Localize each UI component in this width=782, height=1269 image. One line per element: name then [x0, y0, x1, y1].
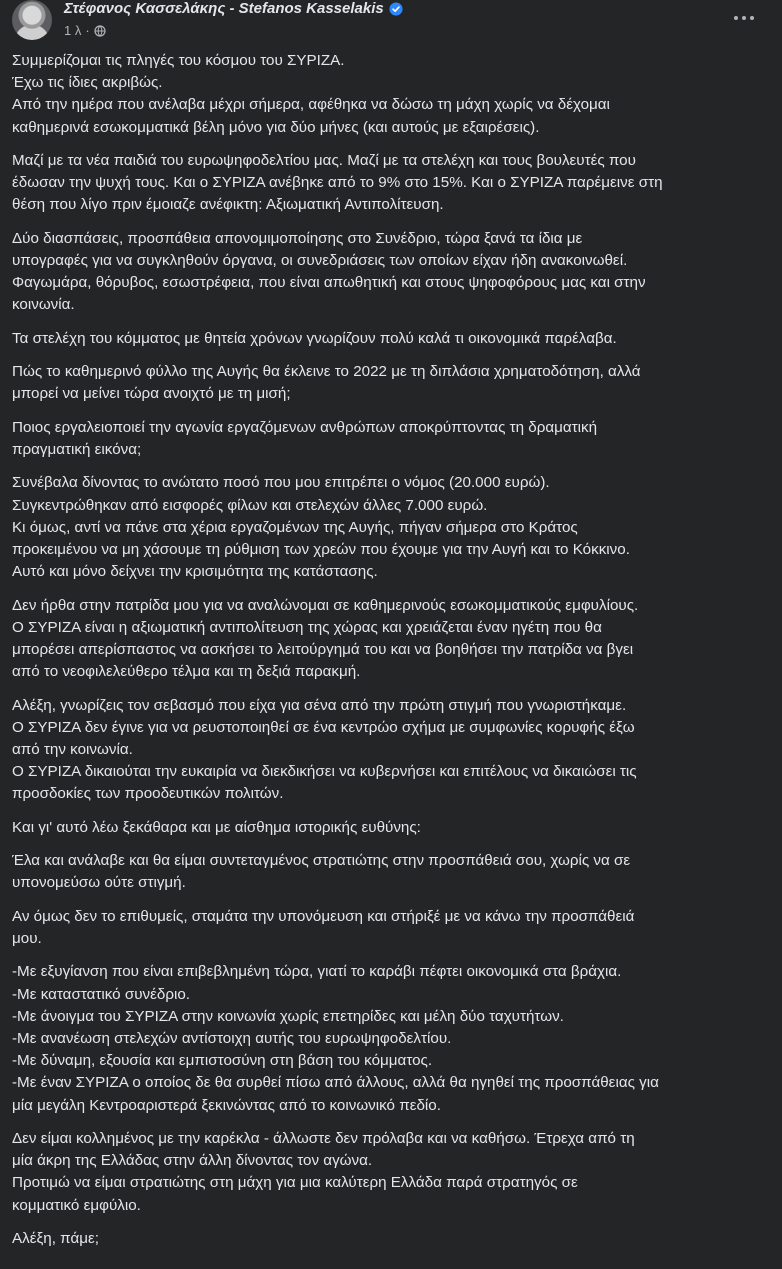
post-text-line: -Με έναν ΣΥΡΙΖΑ ο οποίος δε θα συρθεί πίσω από άλλους, αλλά θα ηγηθεί της προσπάθειας για [12, 1074, 659, 1092]
post-text-line: Έλα και ανάλαβε και θα είμαι συντεταγμένος στρατιώτης στην προσπάθειά σου, χωρίς να σε [12, 852, 631, 870]
post-text-line: Ο ΣΥΡΙΖΑ είναι η αξιωματική αντιπολίτευση της χώρας και χρειάζεται έναν ηγέτη που θα [12, 618, 602, 636]
post-text-line: -Με ανανέωση στελεχών αντίστοιχη αυτής του ευρωψηφοδελτίου. [12, 1029, 452, 1047]
post-paragraph [12, 595, 774, 684]
post-text-line: προσδοκίες των προοδευτικών πολιτών. [12, 785, 284, 803]
author-avatar[interactable] [12, 0, 52, 40]
post-text-line: Και γι' αυτό λέω ξεκάθαρα και με αίσθημα ιστορικής ευθύνης: [12, 818, 421, 836]
verified-badge-icon [389, 2, 403, 16]
post-text-line: -Με εξυγίανση που είναι επιβεβλημένη τώρα, γιατί το καράβι πέφτει οικονομικά στα βράχια. [12, 963, 622, 981]
post-text [12, 50, 774, 1261]
post-text-line: Δεν ήρθα στην πατρίδα μου για να αναλώνομαι σε καθημερινούς εσωκομματικούς εμφυλίους. [12, 596, 639, 614]
post-paragraph [12, 695, 774, 806]
post-text-line: Ποιος εργαλειοποιεί την αγωνία εργαζόμενων ανθρώπων αποκρύπτοντας τη δραματική [12, 418, 598, 436]
post-text-line: -Με άνοιγμα του ΣΥΡΙΖΑ στην κοινωνία χωρίς επετηρίδες και μέλη δύο ταχυτήτων. [12, 1007, 564, 1025]
post-text-line: υπονομεύσω ούτε στιγμή. [12, 874, 186, 892]
post-text-line: από την κοινωνία. [12, 740, 133, 758]
post-text-line: Ο ΣΥΡΙΖΑ δεν έγινε για να ρευστοποιηθεί σε ένα κεντρώο σχήμα με συμφωνίες κορυφής έξω [12, 718, 635, 736]
post-text-line: Συγκεντρώθηκαν από εισφορές φίλων και στελεχών άλλες 7.000 ευρώ. [12, 496, 488, 514]
post-text-line: Πώς το καθημερινό φύλλο της Αυγής θα έκλεινε το 2022 με τη διπλάσια χρηματοδότηση, αλλά [12, 363, 641, 381]
post-header [0, 0, 782, 46]
post-text-line: κομματικό εμφύλιο. [12, 1196, 141, 1214]
post-text-line: -Με καταστατικό συνέδριο. [12, 985, 191, 1003]
post-paragraph [12, 328, 774, 350]
post-paragraph [12, 150, 774, 217]
post-text-line: Αλέξη, πάμε; [12, 1229, 99, 1247]
post-text-line: Προτιμώ να είμαι στρατιώτης στη μάχη για μια καλύτερη Ελλάδα παρά στρατηγός σε [12, 1174, 578, 1192]
post-text-line: προκειμένου να μη χάσουμε τη ρύθμιση των χρεών που έχουμε για την Αυγή και το Κόκκινο. [12, 540, 630, 558]
post-text-line: Τα στελέχη του κόμματος με θητεία χρόνων γνωρίζουν πολύ καλά τι οικονομικά παρέλαβα. [12, 329, 617, 347]
post-paragraph [12, 906, 774, 950]
post-meta [64, 23, 106, 38]
post-text-line: μπορεί να μείνει τώρα ανοιχτό με τη μισή; [12, 385, 291, 403]
post-text-line: Μαζί με τα νέα παιδιά του ευρωψηφοδελτίου μας. Μαζί με τα στελέχη και τους βουλευτές που [12, 152, 636, 169]
post-text-line: από το νεοφιλελεύθερο τέλμα και τη δεξιά παρακμή. [12, 663, 361, 681]
post-paragraph [12, 1228, 774, 1250]
post-paragraph [12, 417, 774, 461]
post-paragraph [12, 472, 774, 583]
post-text-line: μου. [12, 929, 42, 947]
post-text-line: πραγματική εικόνα; [12, 440, 142, 458]
post-text-line: Συνέβαλα δίνοντας το ανώτατο ποσό που μου επιτρέπει ο νόμος (20.000 ευρώ). [12, 474, 550, 492]
post-text-line: θέση που λίγο πριν έμοιαζε ανέφικτη: Αξιωματική Αντιπολίτευση. [12, 196, 444, 214]
post-paragraph [12, 228, 774, 317]
post-text-line: μία άκρη της Ελλάδας στην άλλη δίνοντας τον αγώνα. [12, 1152, 373, 1170]
post-text-line: Από την ημέρα που ανέλαβα μέχρι σήμερα, αφέθηκα να δώσω τη μάχη χωρίς να δέχομαι [12, 96, 610, 114]
post-text-line: μία μεγάλη Κεντροαριστερά ξεκινώντας από το κοινωνικό πεδίο. [12, 1096, 441, 1114]
post-time[interactable]: 1 λ [64, 23, 82, 38]
author-name[interactable]: Στέφανος Κασσελάκης - Stefanos Kasselakis [64, 0, 384, 17]
post-paragraph [12, 361, 774, 405]
post-text-line: έδωσαν την ψυχή τους. Και ο ΣΥΡΙΖΑ ανέβηκε από το 9% στο 15%. Και ο ΣΥΡΙΖΑ παρέμεινε στη [12, 174, 663, 192]
post-paragraph [12, 850, 774, 894]
post-text-line: Δύο διασπάσεις, προσπάθεια απονομιμοποίησης στο Συνέδριο, τώρα ξανά τα ίδια με [12, 229, 583, 247]
post-paragraph [12, 50, 774, 139]
more-options-icon[interactable] [726, 6, 762, 30]
post-text-line: Δεν είμαι κολλημένος με την καρέκλα - άλλωστε δεν πρόλαβα και να καθήσω. Έτρεχα από τη [12, 1129, 635, 1147]
globe-icon[interactable] [94, 25, 106, 37]
post-text-line: καθημερινά εσωκομματικά βέλη μόνο για δύο μήνες (και αυτούς με εξαιρέσεις). [12, 118, 540, 136]
post-text-line: μπορέσει απερίσπαστος να ασκήσει το λειτούργημά του και να βοηθήσει την πατρίδα να βγει [12, 640, 634, 658]
post-paragraph [12, 961, 774, 1116]
post-paragraph [12, 1128, 774, 1217]
post-text-line: Αυτό και μόνο δείχνει την κρισιμότητα της κατάστασης. [12, 563, 378, 581]
post-text-line: υπογραφές για να συγκληθούν όργανα, οι συνεδριάσεις των οποίων είχαν ήδη ανακοινωθεί. [12, 252, 628, 269]
post-text-line: Έχω τις ίδιες ακριβώς. [12, 74, 163, 92]
post-text-line: Αν όμως δεν το επιθυμείς, σταμάτα την υπονόμευση και στήριξέ με να κάνω την προσπάθειά [12, 907, 635, 925]
post-text-line: κοινωνία. [12, 296, 75, 314]
post-text-line: Ο ΣΥΡΙΖΑ δικαιούται την ευκαιρία να διεκδικήσει να κυβερνήσει και επιτέλους να δικαιώσει τις [12, 763, 637, 781]
post-text-line: Συμμερίζομαι τις πληγές του κόσμου του ΣΥΡΙΖΑ. [12, 52, 345, 69]
author-name-row [64, 0, 403, 17]
post-text-line: Αλέξη, γνωρίζεις τον σεβασμό που είχα για σένα από την πρώτη στιγμή που γνωριστήκαμε. [12, 696, 627, 714]
post-text-line: -Με δύναμη, εξουσία και εμπιστοσύνη στη βάση του κόμματος. [12, 1052, 433, 1070]
post-paragraph [12, 817, 774, 839]
post-text-line: Φαγωμάρα, θόρυβος, εσωστρέφεια, που είναι απωθητική και στους ψηφοφόρους μας και στην [12, 274, 646, 292]
meta-separator: · [85, 23, 90, 38]
post-text-line: Κι όμως, αντί να πάνε στα χέρια εργαζομένων της Αυγής, πήγαν σήμερα στο Κράτος [12, 518, 578, 536]
